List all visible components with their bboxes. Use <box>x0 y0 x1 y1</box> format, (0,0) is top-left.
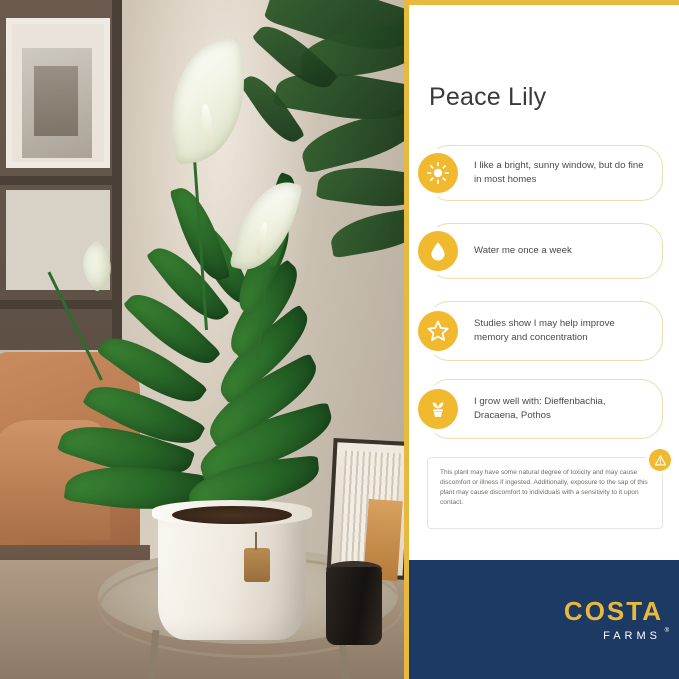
shelf-upright <box>112 0 122 350</box>
feature-water <box>427 223 663 279</box>
ceramic-pot <box>158 508 306 640</box>
feature-benefit-text: Studies show I may help improve memory and concentration <box>474 318 615 343</box>
feature-benefit <box>427 301 663 361</box>
warning-triangle-icon <box>649 449 671 471</box>
info-panel <box>409 5 679 560</box>
star-icon <box>418 311 458 351</box>
feature-light <box>427 145 663 201</box>
page-title: Peace Lily <box>429 83 547 111</box>
toxicity-warning <box>427 457 663 529</box>
shelf-panel <box>6 18 110 168</box>
toxicity-warning-text: This plant may have some natural degree of toxicity and may cause discomfort or illness if ingested. Additionally, exposure to the sap of this plant may cause discomfort to individuals with a sensitivity to it upon contact. <box>440 469 648 507</box>
brand-name: COSTA <box>563 596 663 626</box>
feature-companions <box>427 379 663 439</box>
dark-mug <box>326 567 382 645</box>
brand-subtitle: FARMS <box>603 630 661 642</box>
potted-plant-icon <box>418 389 458 429</box>
feature-light-text: I like a bright, sunny window, but do fine in most homes <box>474 160 644 185</box>
sun-icon <box>418 153 458 193</box>
brand-footer <box>409 560 679 679</box>
shelf-bar <box>0 176 122 185</box>
feature-water-text: Water me once a week <box>474 245 572 257</box>
plant-tag <box>244 548 270 582</box>
framed-art <box>22 48 92 158</box>
water-drop-icon <box>418 231 458 271</box>
registered-trademark: ® <box>664 628 669 634</box>
feature-companions-text: I grow well with: Dieffenbachia, Dracaena, Pothos <box>474 396 606 421</box>
pot-soil <box>172 506 292 524</box>
